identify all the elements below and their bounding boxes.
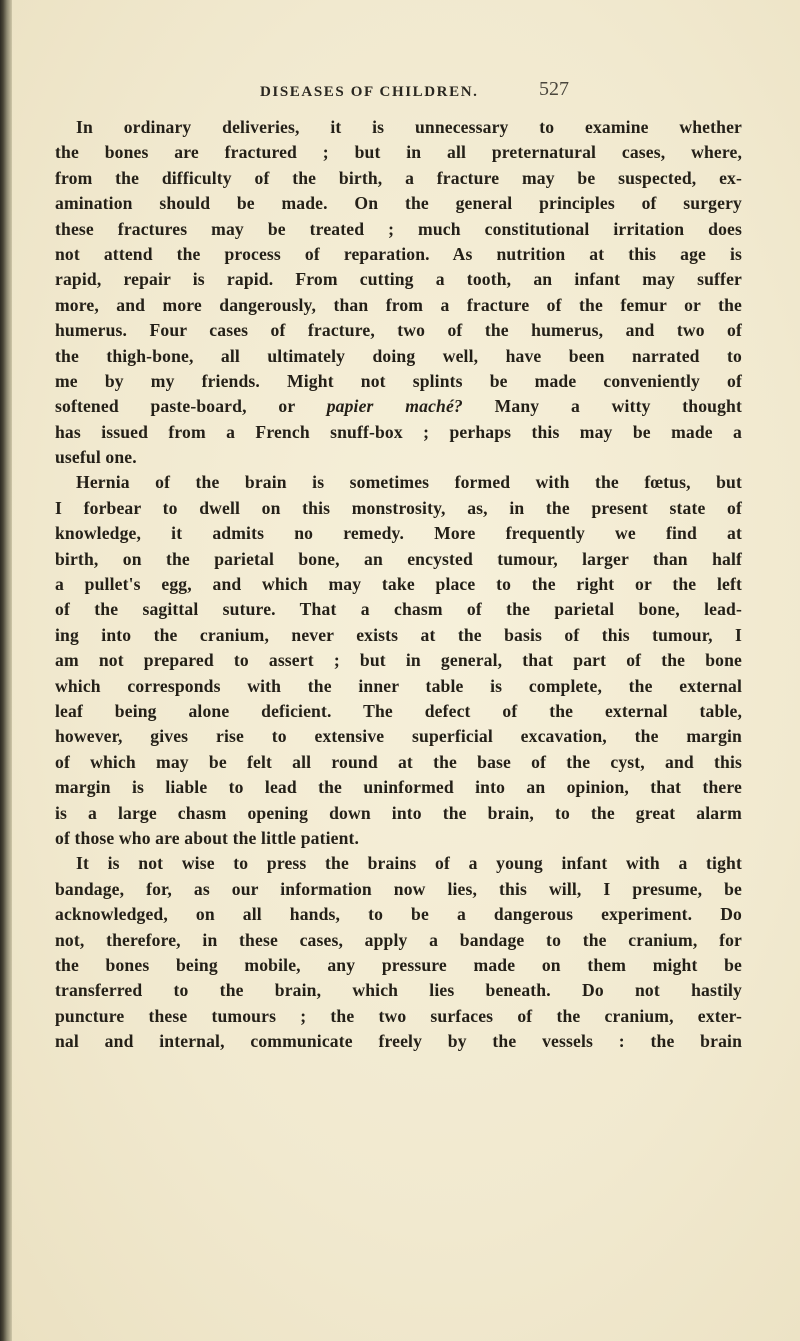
text-line: margin is liable to lead the uninformed into an opinion, that there	[55, 777, 742, 798]
text-line: the bones are fractured ; but in all preternatural cases, where,	[55, 142, 742, 163]
text-line: is a large chasm opening down into the brain, to the great alarm	[55, 802, 742, 823]
text-line: the bones being mobile, any pressure made on them might be	[55, 954, 742, 975]
text-line: ing into the cranium, never exists at the basis of this tumour, I	[55, 624, 742, 645]
text-line: these fractures may be treated ; much constitutional irritation does	[55, 218, 742, 239]
text-line: not attend the process of reparation. As nutrition at this age is	[55, 243, 742, 264]
text-line: which corresponds with the inner table is complete, the external	[55, 675, 742, 696]
text-line-mixed	[55, 394, 742, 419]
book-binding-edge	[0, 0, 12, 1341]
body-text	[55, 115, 742, 1054]
text-line: not, therefore, in these cases, apply a bandage to the cranium, for	[55, 929, 742, 950]
text-line: from the difficulty of the birth, a fracture may be suspected, ex-	[55, 167, 742, 188]
text-line: however, gives rise to extensive superficial excavation, the margin	[55, 726, 742, 747]
text-line: of which may be felt all round at the base of the cyst, and this	[55, 751, 742, 772]
text-line: birth, on the parietal bone, an encysted tumour, larger than half	[55, 548, 742, 569]
text-line: It is not wise to press the brains of a young infant with a tight	[76, 853, 742, 874]
page-number: 527	[539, 78, 569, 100]
text-line: Hernia of the brain is sometimes formed with the fœtus, but	[76, 472, 742, 493]
text-line: a pullet's egg, and which may take place to the right or the left	[55, 574, 742, 595]
book-page	[12, 0, 800, 1341]
text-line: In ordinary deliveries, it is unnecessary to examine whether	[76, 117, 742, 137]
text-line: the thigh-bone, all ultimately doing well, have been narrated to	[55, 345, 742, 366]
text-line: knowledge, it admits no remedy. More frequently we find at	[55, 523, 742, 544]
text-line: of those who are about the little patient.	[55, 827, 360, 848]
text-line: amination should be made. On the general principles of surgery	[55, 193, 742, 214]
text-line: I forbear to dwell on this monstrosity, as, in the present state of	[55, 497, 742, 518]
text-line: leaf being alone deficient. The defect of the external table,	[55, 700, 742, 721]
text-line: acknowledged, on all hands, to be a dangerous experiment. Do	[55, 904, 742, 925]
text-line: transferred to the brain, which lies beneath. Do not hastily	[55, 980, 742, 1001]
text-line: of the sagittal suture. That a chasm of the parietal bone, lead-	[55, 599, 742, 620]
text-line: bandage, for, as our information now lies, this will, I presume, be	[55, 878, 742, 899]
text-line: me by my friends. Might not splints be made conveniently of	[55, 370, 742, 391]
text-line: humerus. Four cases of fracture, two of the humerus, and two of	[55, 320, 742, 341]
text-segment: Many a witty thought	[462, 396, 742, 417]
text-line: rapid, repair is rapid. From cutting a tooth, an infant may suffer	[55, 269, 742, 290]
text-line: puncture these tumours ; the two surfaces of the cranium, exter-	[55, 1005, 742, 1026]
text-line: more, and more dangerously, than from a fracture of the femur or the	[55, 294, 742, 315]
page-header	[12, 78, 800, 102]
italic-phrase: papier maché?	[326, 396, 463, 417]
text-line: am not prepared to assert ; but in general, that part of the bone	[55, 650, 742, 671]
text-line: useful one.	[55, 447, 137, 468]
text-segment: softened paste-board, or	[55, 396, 327, 417]
text-line: has issued from a French snuff-box ; perhaps this may be made a	[55, 421, 742, 442]
running-title: DISEASES OF CHILDREN.	[260, 84, 479, 100]
text-line: nal and internal, communicate freely by the vessels : the brain	[55, 1031, 742, 1052]
